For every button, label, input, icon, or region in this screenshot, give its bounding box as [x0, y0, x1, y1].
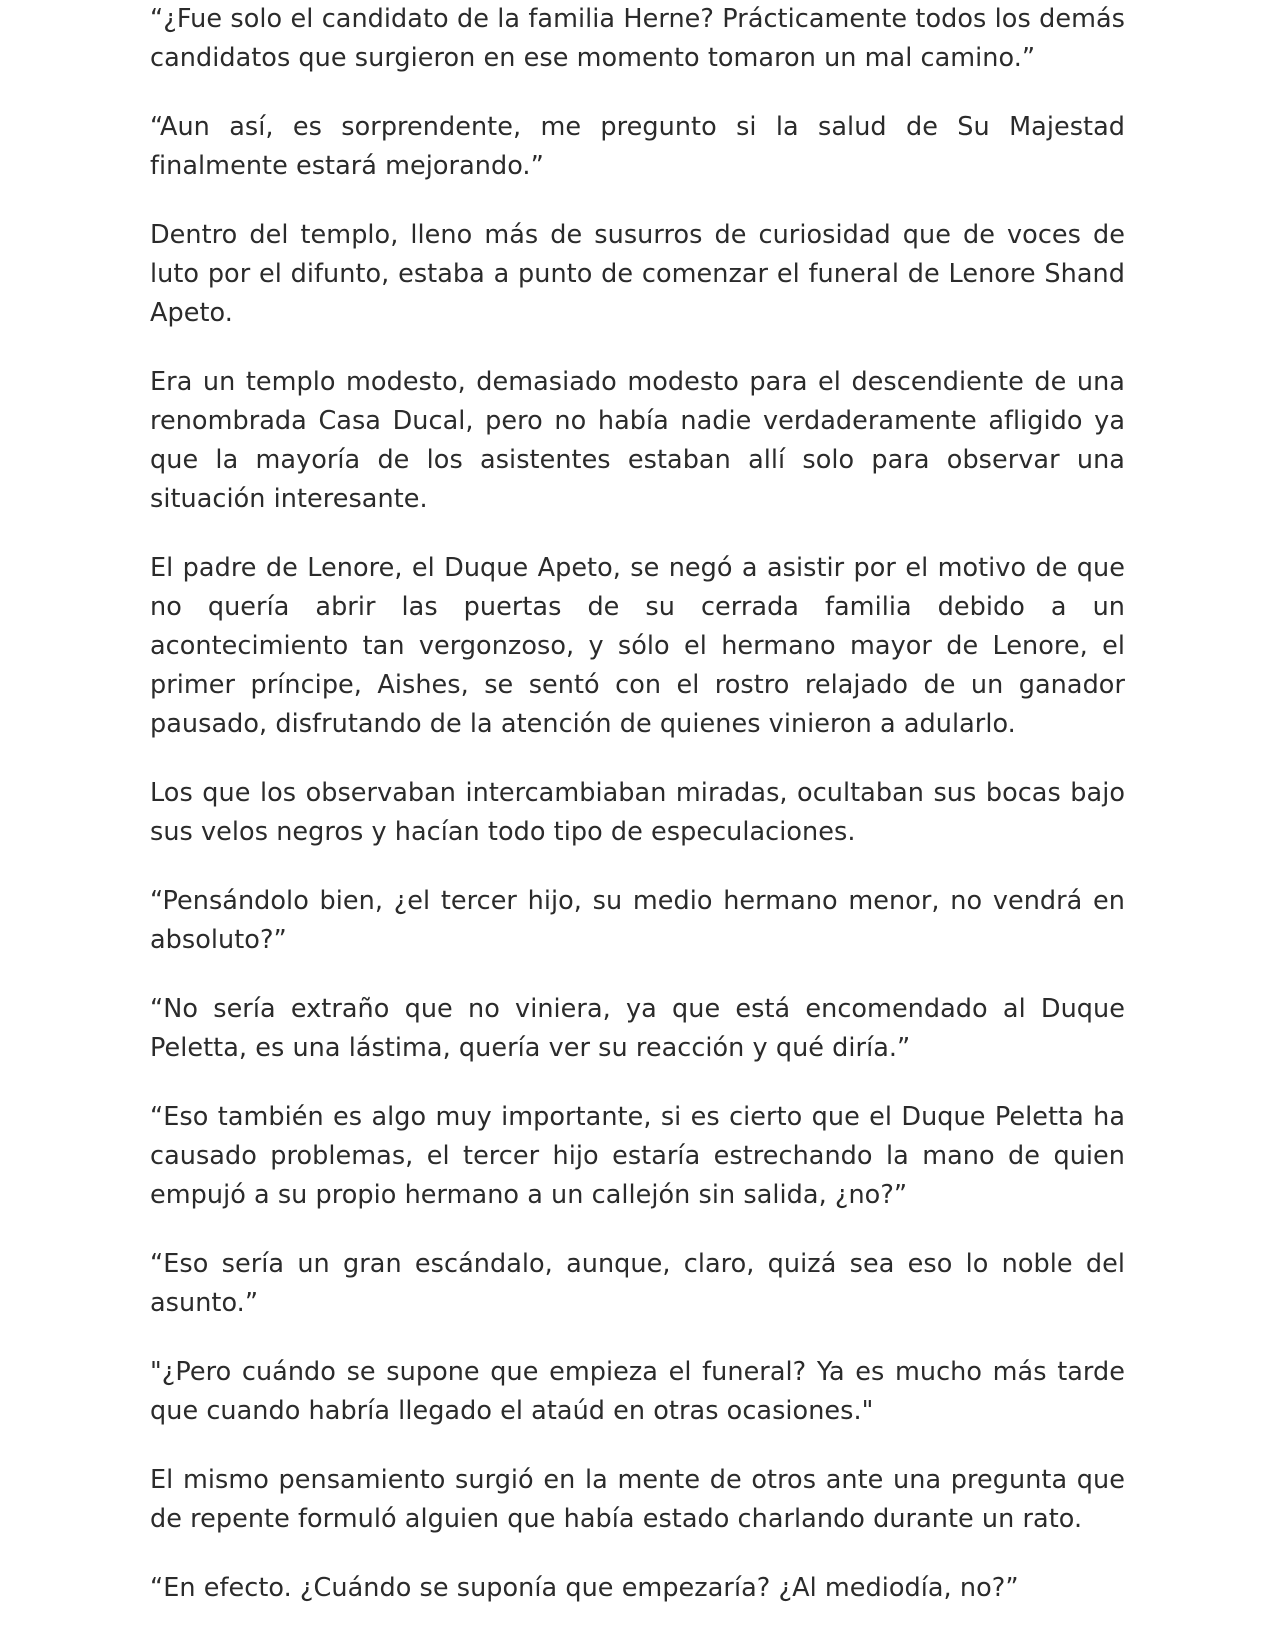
document-page [150, 0, 1125, 1608]
paragraph-5: El padre de Lenore, el Duque Apeto, se negó a asistir por el motivo de que no quería abrir las puertas de su cerrada familia debido a un acontecimiento tan vergonzoso, y sólo el hermano mayor de Lenore, el primer príncipe, Aishes, se sentó con el rostro relajado de un ganador pausado, disfrutando de la atención de quienes vinieron a adularlo. [150, 553, 1125, 739]
paragraph-8: “No sería extraño que no viniera, ya que está encomendado al Duque Peletta, es una lástima, quería ver su reacción y qué diría.” [150, 994, 1125, 1063]
paragraph-4: Era un templo modesto, demasiado modesto para el descendiente de una renombrada Casa Ducal, pero no había nadie verdaderamente afligido ya que la mayoría de los asistentes estaban allí solo para observar una situación interesante. [150, 367, 1125, 514]
paragraph-7: “Pensándolo bien, ¿el tercer hijo, su medio hermano menor, no vendrá en absoluto?” [150, 886, 1125, 955]
paragraph-10: “Eso sería un gran escándalo, aunque, claro, quizá sea eso lo noble del asunto.” [150, 1249, 1125, 1318]
paragraph-6: Los que los observaban intercambiaban miradas, ocultaban sus bocas bajo sus velos negros y hacían todo tipo de especulaciones. [150, 778, 1125, 847]
paragraph-1: “¿Fue solo el candidato de la familia Herne? Prácticamente todos los demás candidatos que surgieron en ese momento tomaron un mal camino.” [150, 4, 1125, 73]
paragraph-12: El mismo pensamiento surgió en la mente de otros ante una pregunta que de repente formuló alguien que había estado charlando durante un rato. [150, 1465, 1125, 1534]
paragraph-13: “En efecto. ¿Cuándo se suponía que empezaría? ¿Al mediodía, no?” [150, 1573, 1019, 1603]
paragraph-11: "¿Pero cuándo se supone que empieza el funeral? Ya es mucho más tarde que cuando habría llegado el ataúd en otras ocasiones." [150, 1357, 1125, 1426]
paragraph-9: “Eso también es algo muy importante, si es cierto que el Duque Peletta ha causado problemas, el tercer hijo estaría estrechando la mano de quien empujó a su propio hermano a un callejón sin salida, ¿no?” [150, 1102, 1125, 1210]
paragraph-2: “Aun así, es sorprendente, me pregunto si la salud de Su Majestad finalmente estará mejorando.” [150, 112, 1125, 181]
paragraph-3: Dentro del templo, lleno más de susurros de curiosidad que de voces de luto por el difunto, estaba a punto de comenzar el funeral de Lenore Shand Apeto. [150, 220, 1125, 328]
